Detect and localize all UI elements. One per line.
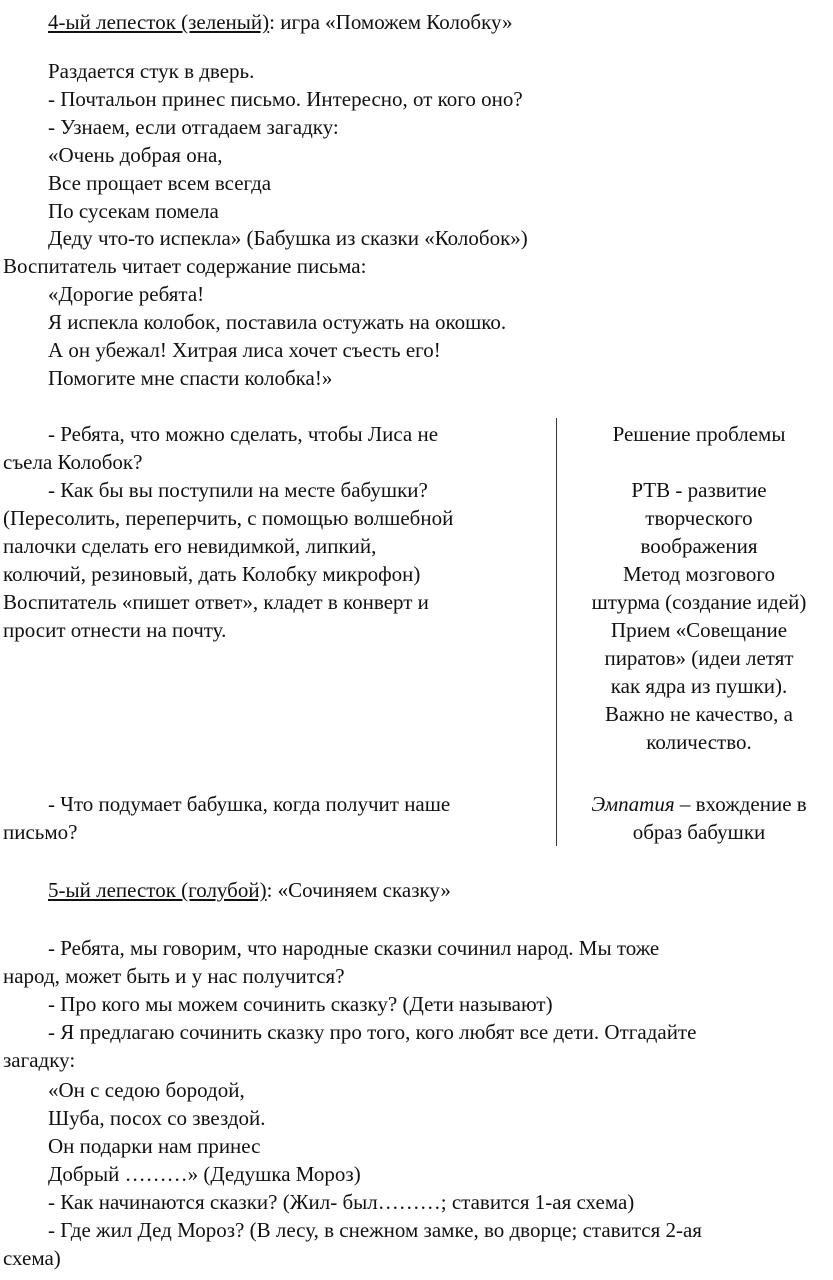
- empathy-line: [565, 790, 833, 819]
- text-line: - Почтальон принес письмо. Интересно, от кого оно?: [48, 87, 523, 111]
- left-column-line: палочки сделать его невидимкой, липкий,: [3, 534, 377, 558]
- left-column-line: - Ребята, что можно сделать, чтобы Лиса не: [48, 422, 439, 446]
- riddle-line: Добрый ………» (Дедушка Мороз): [48, 1162, 361, 1186]
- riddle-line: Он подарки нам принес: [48, 1134, 261, 1158]
- right-column-line: творческого: [645, 506, 753, 530]
- letter-line: А он убежал! Хитрая лиса хочет съесть его!: [48, 338, 441, 362]
- left-column-line: просит отнести на почту.: [3, 618, 227, 642]
- text-line: - Где жил Дед Мороз? (В лесу, в снежном замке, во дворце; ставится 2-ая: [48, 1218, 702, 1242]
- right-column-line: РТВ - развитие: [631, 478, 767, 502]
- left-column-line: - Что подумает бабушка, когда получит наше: [48, 792, 451, 816]
- riddle-line: Шуба, посох со звездой.: [48, 1106, 266, 1130]
- text-line: Воспитатель читает содержание письма:: [3, 254, 367, 278]
- letter-line: «Дорогие ребята!: [48, 282, 205, 306]
- empathy-line-2: образ бабушки: [632, 820, 766, 844]
- riddle-line: По сусекам помела: [48, 199, 219, 223]
- left-column-line: - Как бы вы поступили на месте бабушки?: [48, 478, 428, 502]
- right-column-line: Метод мозгового: [623, 562, 775, 586]
- empathy-definition: – вхождение в: [674, 792, 807, 816]
- letter-line: Помогите мне спасти колобка!»: [48, 366, 333, 390]
- text-line: - Я предлагаю сочинить сказку про того, кого любят все дети. Отгадайте: [48, 1020, 697, 1044]
- right-column-line: воображения: [640, 534, 758, 558]
- left-column-line: Воспитатель «пишет ответ», кладет в конверт и: [3, 590, 429, 614]
- riddle-line: Деду что-то испекла» (Бабушка из сказки «Колобок»): [48, 226, 528, 250]
- text-line: - Про кого мы можем сочинить сказку? (Дети называют): [48, 992, 553, 1016]
- text-line: - Как начинаются сказки? (Жил- был………; ставится 1-ая схема): [48, 1190, 635, 1214]
- right-column-line: Решение проблемы: [612, 422, 786, 446]
- right-column-line: количество.: [646, 730, 752, 754]
- petal5-heading: [48, 876, 451, 905]
- text-line: схема): [3, 1246, 61, 1270]
- petal4-heading: [48, 8, 513, 37]
- riddle-line: «Он с седою бородой,: [48, 1078, 245, 1102]
- riddle-line: «Очень добрая она,: [48, 143, 223, 167]
- column-divider: [556, 418, 557, 846]
- left-column-line: письмо?: [3, 820, 78, 844]
- text-line: народ, может быть и у нас получится?: [3, 964, 345, 988]
- riddle-line: Все прощает всем всегда: [48, 171, 272, 195]
- letter-line: Я испекла колобок, поставила остужать на окошко.: [48, 310, 507, 334]
- text-line: - Узнаем, если отгадаем загадку:: [48, 115, 339, 139]
- text-line: загадку:: [3, 1048, 76, 1072]
- left-column-line: колючий, резиновый, дать Колобку микрофон): [3, 562, 421, 586]
- petal4-heading-title: 4-ый лепесток (зеленый): [48, 10, 270, 34]
- text-line: - Ребята, мы говорим, что народные сказки сочинил народ. Мы тоже: [48, 936, 660, 960]
- right-column-line: как ядра из пушки).: [610, 674, 788, 698]
- text-line: Раздается стук в дверь.: [48, 59, 255, 83]
- empathy-term: Эмпатия: [591, 792, 675, 816]
- right-column-line: Важно не качество, а: [605, 702, 793, 726]
- left-column-line: съела Колобок?: [3, 450, 143, 474]
- petal4-heading-rest: : игра «Поможем Колобку»: [269, 10, 513, 34]
- left-column-line: (Пересолить, переперчить, с помощью волшебной: [3, 506, 454, 530]
- petal5-heading-rest: : «Сочиняем сказку»: [266, 878, 451, 902]
- right-column-line: пиратов» (идеи летят: [604, 646, 794, 670]
- petal5-heading-title: 5-ый лепесток (голубой): [48, 878, 267, 902]
- right-column-line: штурма (создание идей): [591, 590, 807, 614]
- right-column-line: Прием «Совещание: [610, 618, 788, 642]
